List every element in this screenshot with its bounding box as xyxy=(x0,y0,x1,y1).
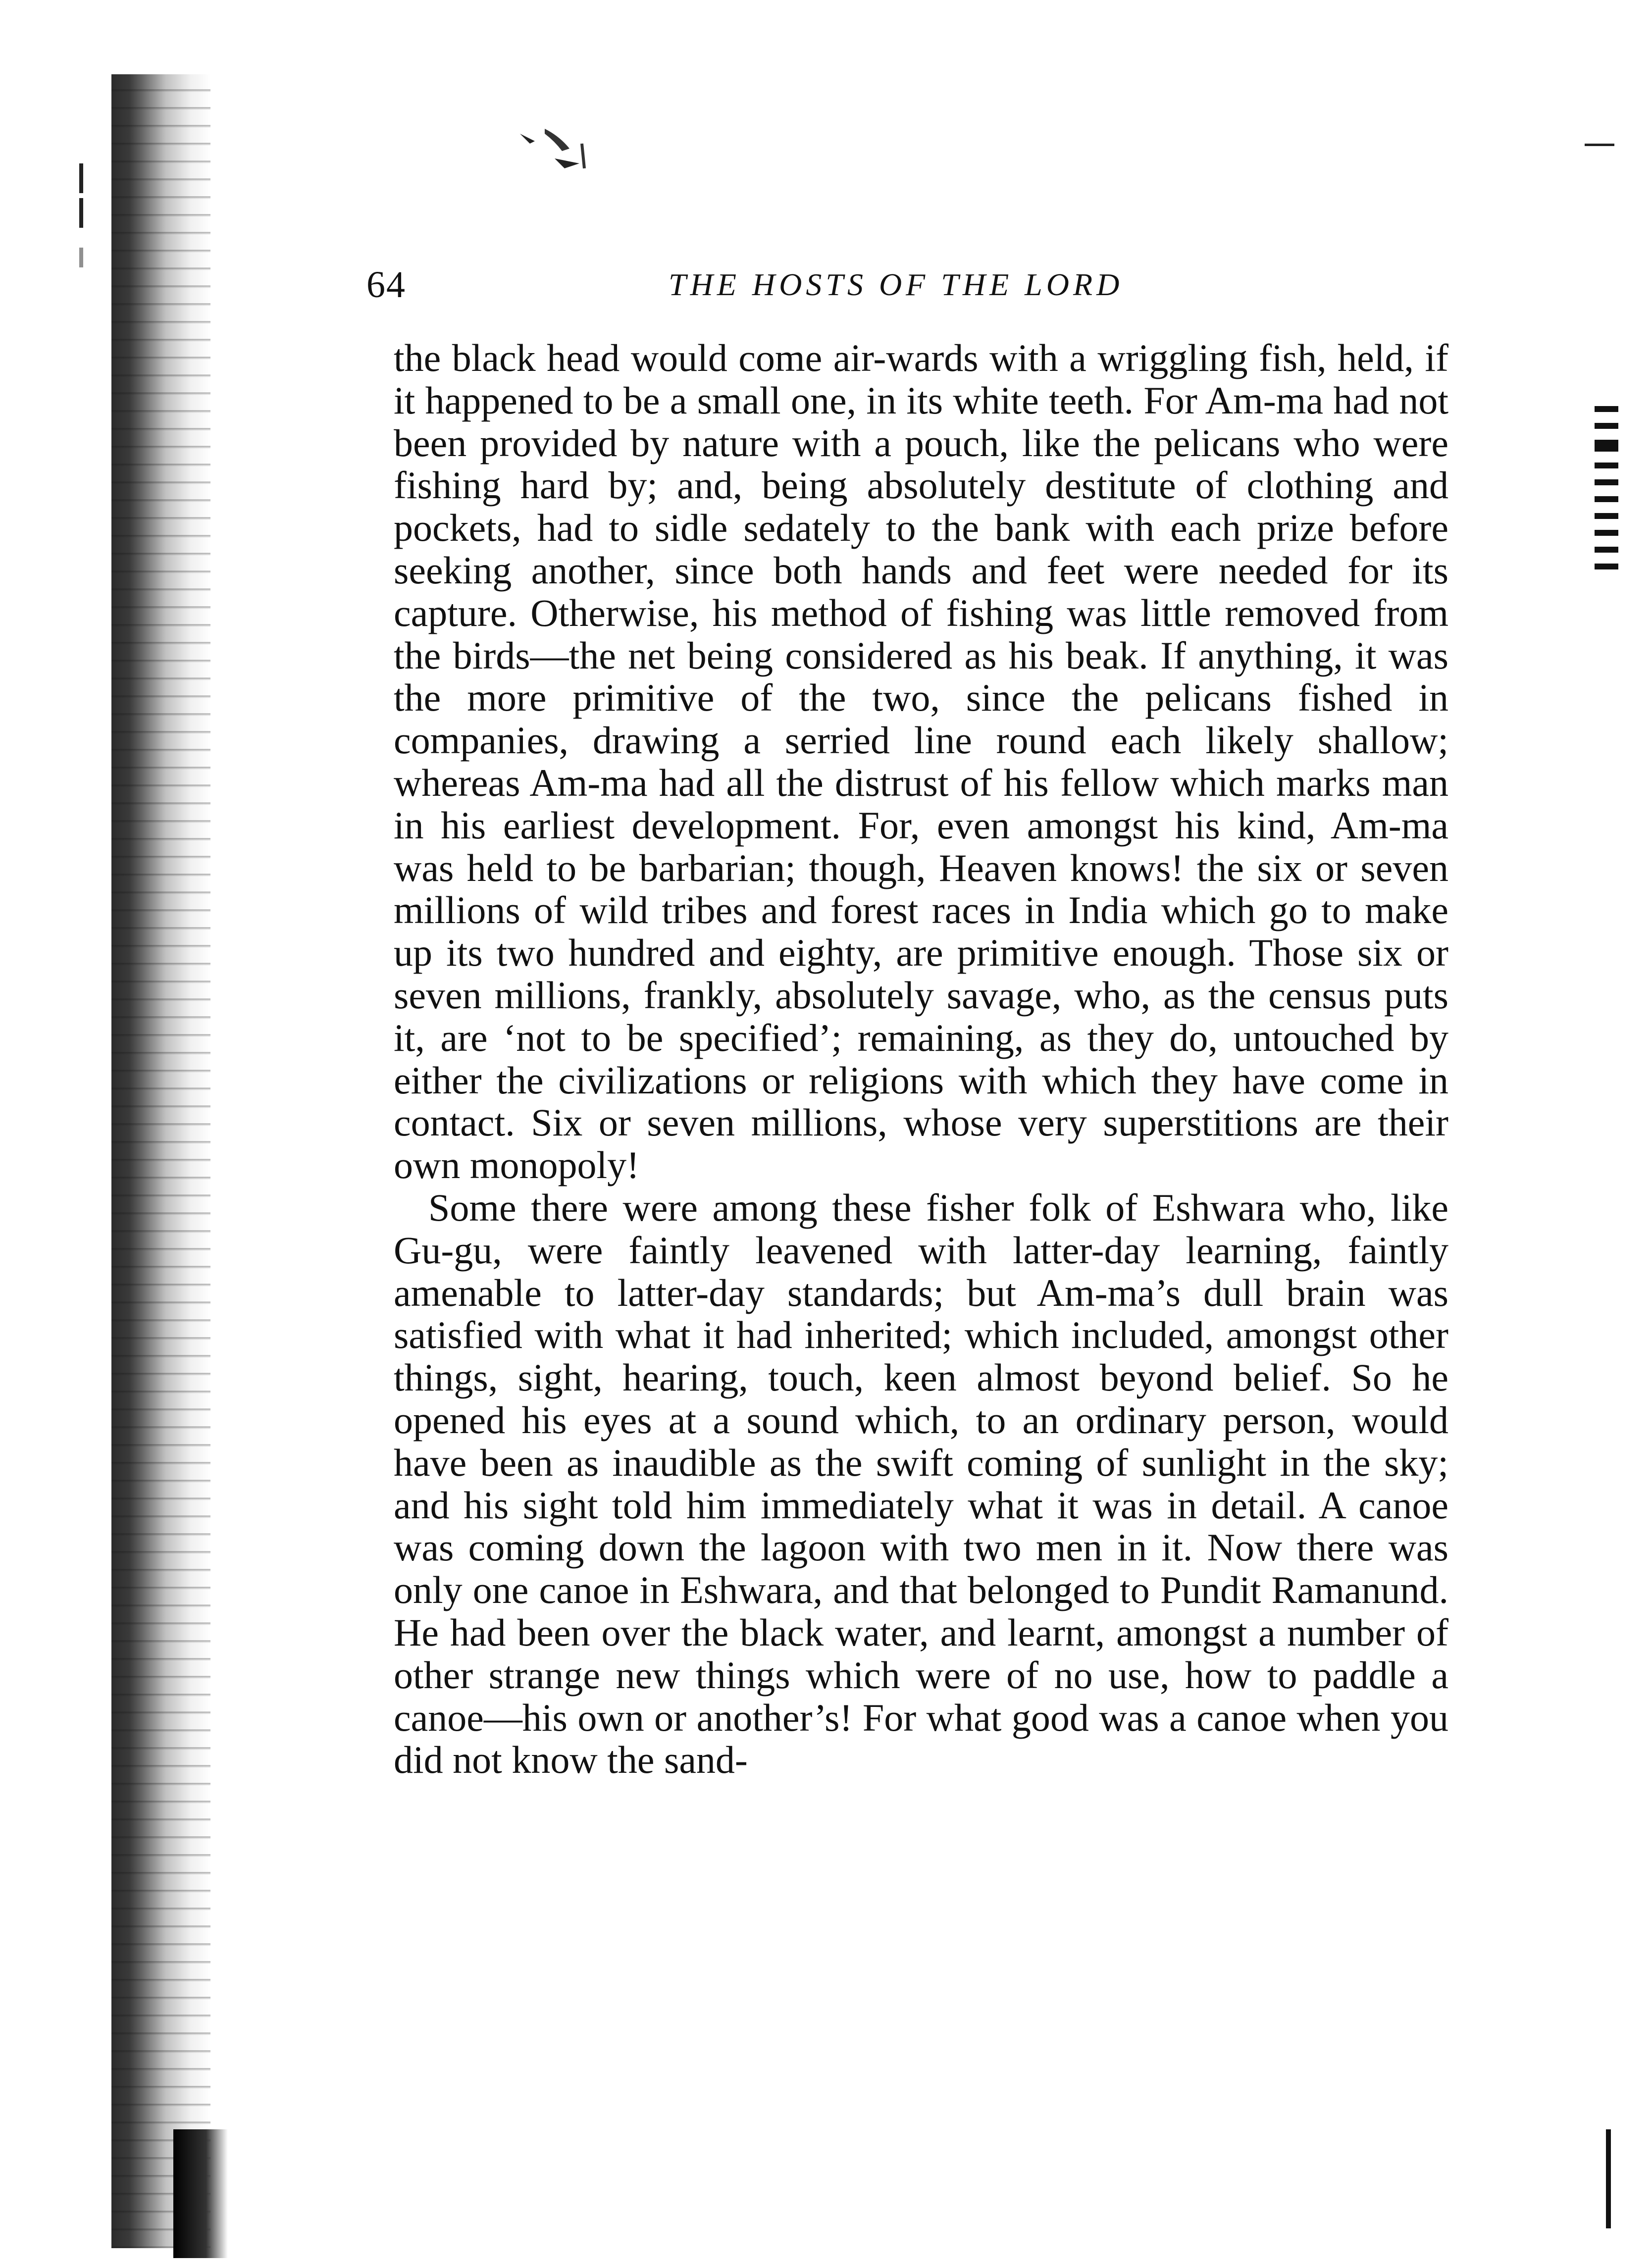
margin-mark xyxy=(79,163,83,193)
binding-shadow-bottom xyxy=(173,2129,228,2258)
paragraph: the black head would come air-wards with a wriggling fish, held, if it happened to be a small one, in its white teeth. For Am-ma had not been provided by nature with a pouch, like the pelicans who were fishing hard by; and, being absolutely destitute of clothing and pockets, had to sidle sedately to the bank with each prize before seeking another, since both hands and feet were needed for its capture. Otherwise, his method of fishing was little removed from the birds—the net being considered as his beak. If anything, it was the more primitive of the two, since the pelicans fished in companies, drawing a serried line round each likely shallow; whereas Am-ma had all the distrust of his fellow which marks man in his earliest development. For, even amongst his kind, Am-ma was held to be barbarian; though, Heaven knows! the six or seven millions of wild tribes and forest races in India which go to make up its two hundred and eighty, are primitive enough. Those six or seven millions, frankly, absolutely savage, who, as the census puts it, are ‘not to be specified’; remaining, as they do, untouched by either the civilizations or religions with which they have come in contact. Six or seven millions, whose very superstitions are their own monopoly! xyxy=(394,336,1448,1187)
margin-mark xyxy=(79,198,83,228)
paragraph: Some there were among these fisher folk of Eshwara who, like Gu-gu, were faintly leavened with latter-day learning, faintly amenable to latter-day standards; but Am-ma’s dull brain was satisfied with what it had inherited; which included, amongst other things, sight, hearing, touch, keen almost beyond belief. So he opened his eyes at a sound which, to an ordinary person, would have been as inaudible as the swift coming of sunlight in the sky; and his sight told him immediately what it was in detail. A canoe was coming down the lagoon with two men in it. Now there was only one canoe in Eshwara, and that belonged to Pundit Ramanund. He had been over the black water, and learnt, amongst a number of other strange new things which were of no use, how to paddle a canoe—his own or another’s! For what good was a canoe when you did not know the sand- xyxy=(394,1185,1448,1782)
running-head: THE HOSTS OF THE LORD xyxy=(669,267,1124,302)
body-text xyxy=(394,337,1448,1781)
margin-dash xyxy=(1585,144,1614,146)
margin-bars xyxy=(1595,406,1618,584)
page-number: 64 xyxy=(366,264,406,306)
margin-mark xyxy=(1606,2129,1611,2228)
page-header xyxy=(366,258,1208,317)
ink-smudge xyxy=(515,114,594,178)
margin-mark xyxy=(79,248,83,267)
binding-shadow xyxy=(111,74,210,2248)
